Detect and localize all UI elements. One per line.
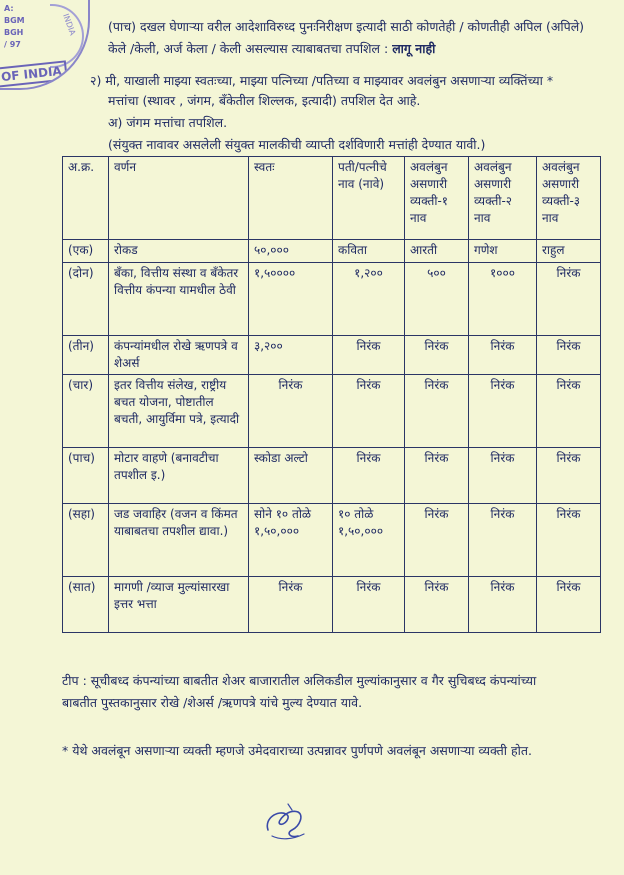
- table-row: [63, 240, 601, 263]
- cell-sr: (चार): [63, 375, 109, 448]
- stamp-line: BGM: [4, 16, 25, 25]
- status-not-applicable: लागू नाही: [392, 41, 436, 56]
- cell-spouse: निरंक: [333, 375, 405, 448]
- table-header-row: [63, 157, 601, 240]
- stamp-line: / 97: [4, 40, 21, 49]
- cell-dependent-2: १०००: [469, 263, 537, 336]
- movable-assets-table: [62, 156, 601, 633]
- cell-description: जड जवाहिर (वजन व किंमत याबाबतचा तपशील द्यावा.): [109, 504, 249, 577]
- cell-self: ३,२००: [249, 336, 333, 375]
- stamp-line: BGH: [4, 28, 24, 37]
- cell-description: रोकड: [109, 240, 249, 263]
- para-2-line-1: २) मी, याखाली माझ्या स्वतःच्या, माझ्या पत्निच्या /पतिच्या व माझ्यावर अवलंबुन असणाऱ्या व्यक्तिंच्या *: [90, 73, 554, 88]
- intro-line-2-text: केले /केली, अर्ज केला / केली असल्यास त्याबाबतचा तपशिल :: [108, 41, 393, 56]
- cell-spouse: निरंक: [333, 448, 405, 504]
- cell-dependent-3: राहुल: [537, 240, 601, 263]
- header-dependent-3: अवलंबुन असणारी व्यक्ती-३ नाव: [537, 157, 601, 240]
- cell-dependent-1: निरंक: [405, 448, 469, 504]
- para-2-line-2: मत्तांचा (स्थावर , जंगम, बँकेतील शिल्लक, इत्यादी) तपशिल देत आहे.: [108, 93, 421, 108]
- cell-spouse: १,२००: [333, 263, 405, 336]
- cell-self: निरंक: [249, 375, 333, 448]
- stamp-line: A:: [4, 4, 14, 13]
- cell-dependent-2: निरंक: [469, 448, 537, 504]
- intro-line-1: (पाच) दखल घेणाऱ्या वरील आदेशाविरुध्द पुनःनिरीक्षण इत्यादी साठी कोणतेही / कोणतीही अपिल (अपिले): [108, 19, 585, 34]
- header-spouse: पती/पत्नीचे नाव (नावे): [333, 157, 405, 240]
- cell-self: १,५००००: [249, 263, 333, 336]
- section-movable-assets: अ) जंगम मत्तांचा तपशिल.: [108, 115, 228, 130]
- cell-description: बँका, वित्तीय संस्था व बँकेतर वित्तीय कंपन्या यामधील ठेवी: [109, 263, 249, 336]
- cell-spouse: कविता: [333, 240, 405, 263]
- tip-line-1: टीप : सूचीबध्द कंपन्यांच्या बाबतीत शेअर बाजारातील अलिकडील मुल्यांकानुसार व गैर सुचिबध्द कंपन्यांच्या: [62, 673, 537, 688]
- cell-dependent-3: निरंक: [537, 577, 601, 633]
- table-row: [63, 336, 601, 375]
- cell-dependent-3: निरंक: [537, 504, 601, 577]
- table-row: [63, 448, 601, 504]
- cell-dependent-3: निरंक: [537, 263, 601, 336]
- signature-mark: [262, 800, 310, 844]
- cell-sr: (पाच): [63, 448, 109, 504]
- cell-dependent-3: निरंक: [537, 336, 601, 375]
- cell-description: इतर वित्तीय संलेख, राष्ट्रीय बचत योजना, पोष्टातील बचती, आयुर्विमा पत्रे, इत्यादी: [109, 375, 249, 448]
- cell-dependent-1: निरंक: [405, 504, 469, 577]
- header-self: स्वतः: [249, 157, 333, 240]
- cell-sr: (दोन): [63, 263, 109, 336]
- cell-self: ५०,०००: [249, 240, 333, 263]
- cell-sr: (तीन): [63, 336, 109, 375]
- table-row: [63, 504, 601, 577]
- table-row: [63, 577, 601, 633]
- tip-note: [62, 670, 536, 714]
- cell-description: कंपन्यांमधील रोखे ऋणपत्रे व शेअर्स: [109, 336, 249, 375]
- cell-dependent-3: निरंक: [537, 375, 601, 448]
- cell-description: मोटार वाहणे (बनावटीचा तपशील इ.): [109, 448, 249, 504]
- dependent-footnote: * येथे अवलंबून असणाऱ्या व्यक्ती म्हणजे उमेदवाराच्या उत्पन्नावर पुर्णपणे अवलंबून असणाऱ्या व्यक्ती होत.: [62, 743, 532, 758]
- table-row: [63, 263, 601, 336]
- cell-dependent-1: निरंक: [405, 336, 469, 375]
- cell-dependent-2: गणेश: [469, 240, 537, 263]
- cell-sr: (सहा): [63, 504, 109, 577]
- cell-dependent-2: निरंक: [469, 375, 537, 448]
- cell-self: निरंक: [249, 577, 333, 633]
- official-stamp: [0, 0, 90, 90]
- cell-self: स्कोडा अल्टो: [249, 448, 333, 504]
- stamp-arc-text: INDIA: [61, 12, 78, 37]
- tip-line-2: बाबतीत पुस्तकानुसार रोखे /शेअर्स /ऋणपत्रे यांचे मुल्य देण्यात यावे.: [62, 695, 363, 710]
- cell-dependent-2: निरंक: [469, 336, 537, 375]
- cell-dependent-1: निरंक: [405, 577, 469, 633]
- cell-description: मागणी /व्याज मुल्यांसारखा इत्तर भत्ता: [109, 577, 249, 633]
- cell-dependent-1: ५००: [405, 263, 469, 336]
- cell-dependent-3: निरंक: [537, 448, 601, 504]
- cell-dependent-2: निरंक: [469, 504, 537, 577]
- cell-sr: (एक): [63, 240, 109, 263]
- header-description: वर्णन: [109, 157, 249, 240]
- table-row: [63, 375, 601, 448]
- header-dependent-1: अवलंबुन असणारी व्यक्ती-१ नाव: [405, 157, 469, 240]
- cell-spouse: निरंक: [333, 577, 405, 633]
- cell-dependent-2: निरंक: [469, 577, 537, 633]
- header-dependent-2: अवलंबुन असणारी व्यक्ती-२ नाव: [469, 157, 537, 240]
- intro-line-2: [108, 40, 435, 58]
- header-sr: अ.क्र.: [63, 157, 109, 240]
- cell-sr: (सात): [63, 577, 109, 633]
- cell-dependent-1: आरती: [405, 240, 469, 263]
- cell-spouse: निरंक: [333, 336, 405, 375]
- cell-spouse: १० तोळे १,५०,०००: [333, 504, 405, 577]
- cell-dependent-1: निरंक: [405, 375, 469, 448]
- stamp-badge: OF INDIA: [0, 60, 68, 87]
- joint-ownership-note: (संयुक्त नावावर असलेली संयुक्त मालकीची व्याप्ती दर्शविणारी मत्तांही देण्यात यावी.): [108, 137, 486, 152]
- cell-self: सोने १० तोळे १,५०,०००: [249, 504, 333, 577]
